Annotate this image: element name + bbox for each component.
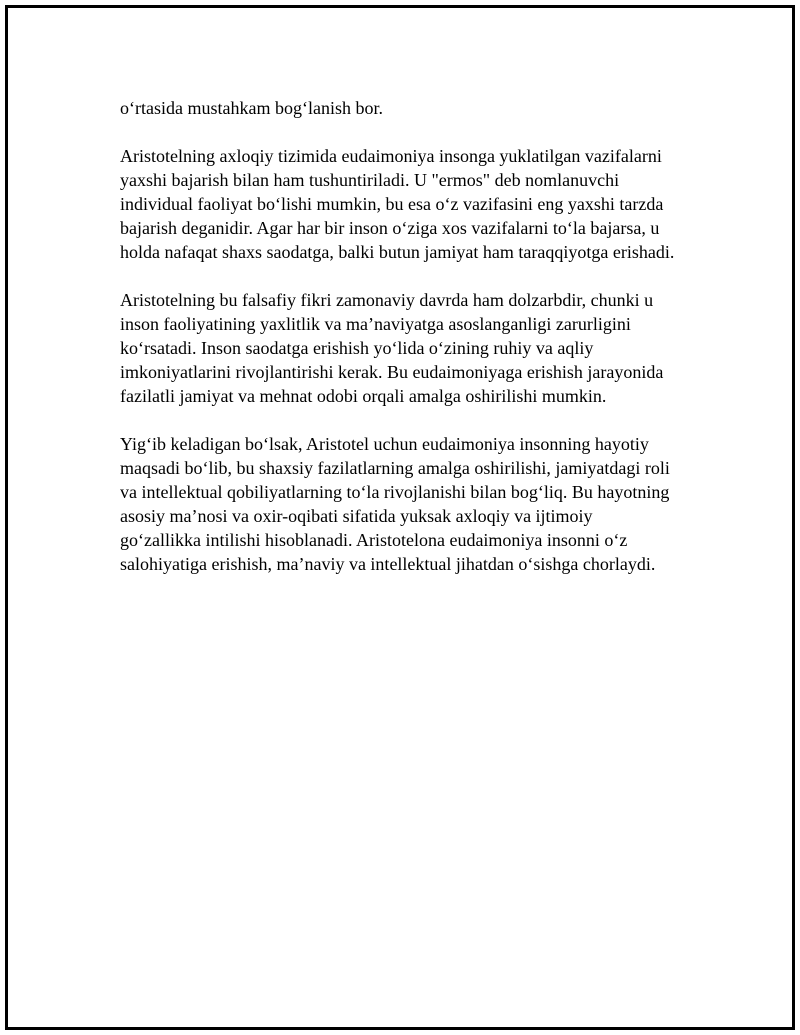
text-line: salohiyatiga erishish, ma’naviy va intellektual jihatdan o‘sishga chorlaydi. — [120, 554, 656, 574]
text-line: inson faoliyatining yaxlitlik va ma’naviyatga asoslanganligi zarurligini — [120, 314, 631, 334]
text-line: yaxshi bajarish bilan ham tushuntiriladi. U "ermos" deb nomlanuvchi — [120, 170, 620, 190]
text-line: go‘zallikka intilishi hisoblanadi. Aristotelona eudaimoniya insonni o‘z — [120, 530, 628, 550]
paragraph-3 — [120, 288, 700, 408]
text-line: Aristotelning axloqiy tizimida eudaimoniya insonga yuklatilgan vazifalarni — [120, 146, 662, 166]
text-line: asosiy ma’nosi va oxir-oqibati sifatida yuksak axloqiy va ijtimoiy — [120, 506, 593, 526]
text-line: ko‘rsatadi. Inson saodatga erishish yo‘lida o‘zining ruhiy va aqliy — [120, 338, 594, 358]
text-line: bajarish deganidir. Agar har bir inson o‘ziga xos vazifalarni to‘la bajarsa, u — [120, 218, 660, 238]
text-line: maqsadi bo‘lib, bu shaxsiy fazilatlarning amalga oshirilishi, jamiyatdagi roli — [120, 458, 670, 478]
paragraph-2 — [120, 144, 700, 264]
text-line: individual faoliyat bo‘lishi mumkin, bu esa o‘z vazifasini eng yaxshi tarzda — [120, 194, 664, 214]
text-line: Aristotelning bu falsafiy fikri zamonaviy davrda ham dolzarbdir, chunki u — [120, 290, 654, 310]
document-page — [5, 5, 795, 1030]
text-line: Yig‘ib keladigan bo‘lsak, Aristotel uchun eudaimoniya insonning hayotiy — [120, 434, 649, 454]
text-line: va intellektual qobiliyatlarning to‘la rivojlanishi bilan bog‘liq. Bu hayotning — [120, 482, 670, 502]
paragraph-4 — [120, 432, 700, 576]
text-line: imkoniyatlarini rivojlantirishi kerak. Bu eudaimoniyaga erishish jarayonida — [120, 362, 664, 382]
text-line: fazilatli jamiyat va mehnat odobi orqali amalga oshirilishi mumkin. — [120, 386, 607, 406]
text-line: o‘rtasida mustahkam bog‘lanish bor. — [120, 98, 383, 118]
document-body — [120, 96, 700, 600]
text-line: holda nafaqat shaxs saodatga, balki butun jamiyat ham taraqqiyotga erishadi. — [120, 242, 675, 262]
paragraph-1 — [120, 96, 700, 120]
